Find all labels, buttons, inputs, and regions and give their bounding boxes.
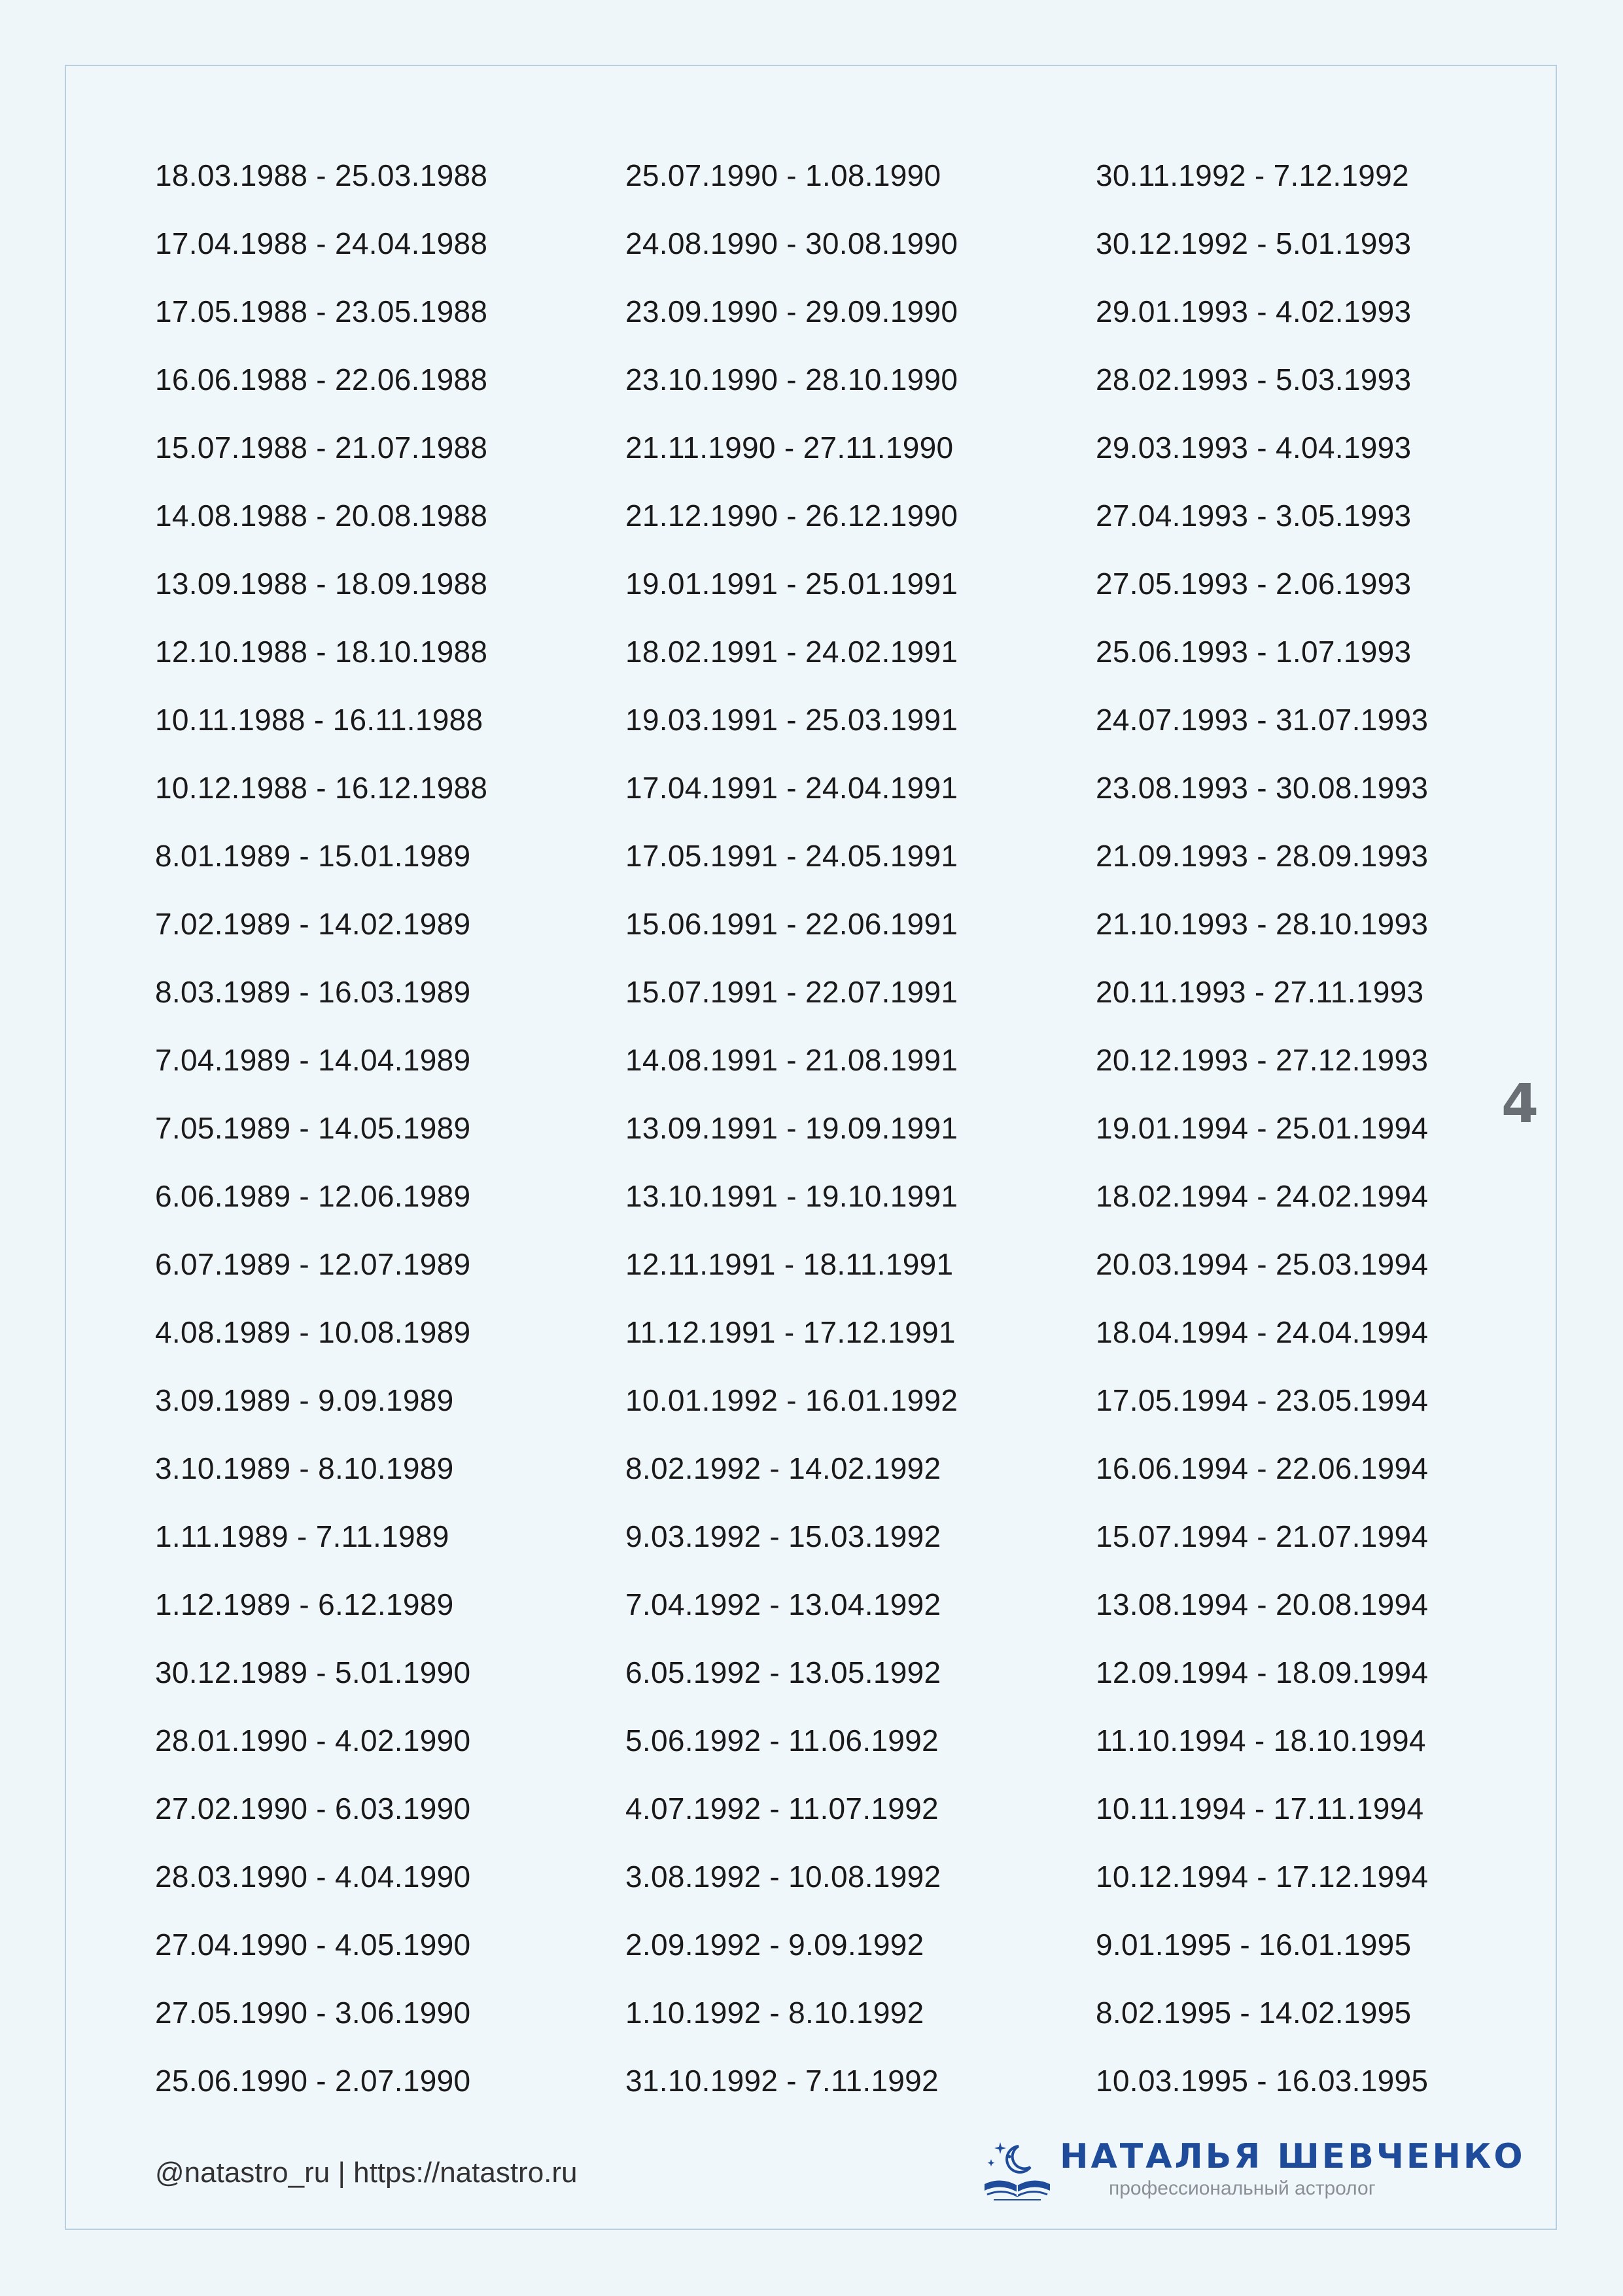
date-range-item: 15.06.1991 - 22.06.1991 — [625, 907, 958, 941]
date-range-item: 28.02.1993 - 5.03.1993 — [1096, 362, 1412, 397]
date-range-item: 13.09.1988 - 18.09.1988 — [155, 567, 488, 601]
date-range-item: 27.05.1990 - 3.06.1990 — [155, 1996, 471, 2030]
date-range-item: 10.12.1988 - 16.12.1988 — [155, 771, 488, 805]
date-range-item: 15.07.1988 - 21.07.1988 — [155, 431, 488, 465]
date-range-item: 30.12.1992 - 5.01.1993 — [1096, 226, 1412, 260]
date-range-item: 28.01.1990 - 4.02.1990 — [155, 1723, 471, 1757]
date-range-item: 6.07.1989 - 12.07.1989 — [155, 1247, 471, 1281]
date-range-item: 11.12.1991 - 17.12.1991 — [625, 1315, 956, 1349]
date-range-item: 27.04.1990 - 4.05.1990 — [155, 1928, 471, 1962]
date-range-item: 8.02.1995 - 14.02.1995 — [1096, 1996, 1412, 2030]
date-range-item: 10.11.1988 - 16.11.1988 — [155, 703, 483, 737]
brand-subtitle: профессиональный астролог — [1109, 2178, 1376, 2199]
date-range-item: 21.11.1990 - 27.11.1990 — [625, 431, 954, 465]
date-range-item: 27.05.1993 - 2.06.1993 — [1096, 567, 1412, 601]
date-range-item: 1.11.1989 - 7.11.1989 — [155, 1519, 449, 1553]
date-range-item: 9.03.1992 - 15.03.1992 — [625, 1519, 941, 1553]
date-range-item: 20.12.1993 - 27.12.1993 — [1096, 1043, 1429, 1077]
page-number: 4 — [1501, 1073, 1539, 1135]
date-range-item: 13.10.1991 - 19.10.1991 — [625, 1179, 958, 1213]
date-range-item: 23.10.1990 - 28.10.1990 — [625, 362, 958, 397]
brand-block — [978, 2134, 1526, 2213]
astrologer-book-logo-icon — [978, 2137, 1056, 2202]
date-range-item: 18.04.1994 - 24.04.1994 — [1096, 1315, 1429, 1349]
date-range-item: 17.05.1991 - 24.05.1991 — [625, 839, 958, 873]
date-range-item: 20.03.1994 - 25.03.1994 — [1096, 1247, 1429, 1281]
date-range-item: 6.05.1992 - 13.05.1992 — [625, 1655, 941, 1689]
date-range-item: 29.01.1993 - 4.02.1993 — [1096, 294, 1412, 328]
date-range-item: 10.03.1995 - 16.03.1995 — [1096, 2064, 1429, 2098]
date-range-item: 20.11.1993 - 27.11.1993 — [1096, 975, 1424, 1009]
date-range-item: 10.01.1992 - 16.01.1992 — [625, 1383, 958, 1417]
date-range-item: 31.10.1992 - 7.11.1992 — [625, 2064, 939, 2098]
date-range-item: 3.08.1992 - 10.08.1992 — [625, 1860, 941, 1894]
date-range-item: 21.12.1990 - 26.12.1990 — [625, 499, 958, 533]
brand-name: НАТАЛЬЯ ШЕВЧЕНКО — [1060, 2137, 1526, 2176]
date-range-item: 28.03.1990 - 4.04.1990 — [155, 1860, 471, 1894]
date-range-item: 19.01.1994 - 25.01.1994 — [1096, 1111, 1429, 1145]
date-range-item: 29.03.1993 - 4.04.1993 — [1096, 431, 1412, 465]
date-range-item: 8.02.1992 - 14.02.1992 — [625, 1451, 941, 1485]
date-range-item: 10.12.1994 - 17.12.1994 — [1096, 1860, 1429, 1894]
date-range-item: 16.06.1994 - 22.06.1994 — [1096, 1451, 1429, 1485]
date-range-item: 17.05.1988 - 23.05.1988 — [155, 294, 488, 328]
date-range-item: 30.12.1989 - 5.01.1990 — [155, 1655, 471, 1689]
date-range-item: 25.06.1993 - 1.07.1993 — [1096, 635, 1412, 669]
date-range-item: 8.03.1989 - 16.03.1989 — [155, 975, 471, 1009]
date-range-item: 12.11.1991 - 18.11.1991 — [625, 1247, 954, 1281]
date-column-3 — [1096, 141, 1462, 2115]
date-range-item: 17.04.1991 - 24.04.1991 — [625, 771, 958, 805]
date-range-item: 7.02.1989 - 14.02.1989 — [155, 907, 471, 941]
date-range-item: 25.07.1990 - 1.08.1990 — [625, 158, 941, 192]
date-range-item: 14.08.1988 - 20.08.1988 — [155, 499, 488, 533]
date-range-item: 21.10.1993 - 28.10.1993 — [1096, 907, 1429, 941]
date-range-item: 17.05.1994 - 23.05.1994 — [1096, 1383, 1429, 1417]
date-range-item: 21.09.1993 - 28.09.1993 — [1096, 839, 1429, 873]
date-range-item: 30.11.1992 - 7.12.1992 — [1096, 158, 1409, 192]
date-range-item: 18.02.1994 - 24.02.1994 — [1096, 1179, 1429, 1213]
date-range-item: 27.04.1993 - 3.05.1993 — [1096, 499, 1412, 533]
date-range-item: 24.07.1993 - 31.07.1993 — [1096, 703, 1429, 737]
date-range-item: 14.08.1991 - 21.08.1991 — [625, 1043, 958, 1077]
date-range-item: 25.06.1990 - 2.07.1990 — [155, 2064, 471, 2098]
date-range-item: 4.08.1989 - 10.08.1989 — [155, 1315, 471, 1349]
date-range-item: 24.08.1990 - 30.08.1990 — [625, 226, 958, 260]
date-range-item: 4.07.1992 - 11.07.1992 — [625, 1792, 939, 1826]
date-range-item: 11.10.1994 - 18.10.1994 — [1096, 1723, 1426, 1757]
date-range-item: 7.04.1989 - 14.04.1989 — [155, 1043, 471, 1077]
date-range-item: 16.06.1988 - 22.06.1988 — [155, 362, 488, 397]
date-range-item: 7.04.1992 - 13.04.1992 — [625, 1587, 941, 1621]
date-range-item: 9.01.1995 - 16.01.1995 — [1096, 1928, 1412, 1962]
date-range-item: 15.07.1991 - 22.07.1991 — [625, 975, 958, 1009]
date-range-item: 23.09.1990 - 29.09.1990 — [625, 294, 958, 328]
date-column-1 — [155, 141, 521, 2115]
date-range-item: 13.09.1991 - 19.09.1991 — [625, 1111, 958, 1145]
date-range-item: 15.07.1994 - 21.07.1994 — [1096, 1519, 1429, 1553]
date-range-item: 3.10.1989 - 8.10.1989 — [155, 1451, 454, 1485]
date-range-item: 5.06.1992 - 11.06.1992 — [625, 1723, 939, 1757]
footer-contacts[interactable]: @natastro_ru | https://natastro.ru — [155, 2157, 578, 2189]
date-range-item: 1.10.1992 - 8.10.1992 — [625, 1996, 924, 2030]
date-range-item: 18.02.1991 - 24.02.1991 — [625, 635, 958, 669]
date-range-item: 17.04.1988 - 24.04.1988 — [155, 226, 488, 260]
date-range-item: 1.12.1989 - 6.12.1989 — [155, 1587, 454, 1621]
date-range-item: 6.06.1989 - 12.06.1989 — [155, 1179, 471, 1213]
date-range-item: 19.01.1991 - 25.01.1991 — [625, 567, 958, 601]
date-range-item: 27.02.1990 - 6.03.1990 — [155, 1792, 471, 1826]
date-range-item: 10.11.1994 - 17.11.1994 — [1096, 1792, 1424, 1826]
date-range-item: 18.03.1988 - 25.03.1988 — [155, 158, 488, 192]
date-range-item: 19.03.1991 - 25.03.1991 — [625, 703, 958, 737]
date-range-item: 12.10.1988 - 18.10.1988 — [155, 635, 488, 669]
date-column-2 — [625, 141, 992, 2115]
date-range-item: 23.08.1993 - 30.08.1993 — [1096, 771, 1429, 805]
date-range-item: 13.08.1994 - 20.08.1994 — [1096, 1587, 1429, 1621]
date-range-item: 7.05.1989 - 14.05.1989 — [155, 1111, 471, 1145]
date-range-item: 12.09.1994 - 18.09.1994 — [1096, 1655, 1429, 1689]
date-range-item: 3.09.1989 - 9.09.1989 — [155, 1383, 454, 1417]
date-range-item: 8.01.1989 - 15.01.1989 — [155, 839, 471, 873]
date-range-item: 2.09.1992 - 9.09.1992 — [625, 1928, 924, 1962]
